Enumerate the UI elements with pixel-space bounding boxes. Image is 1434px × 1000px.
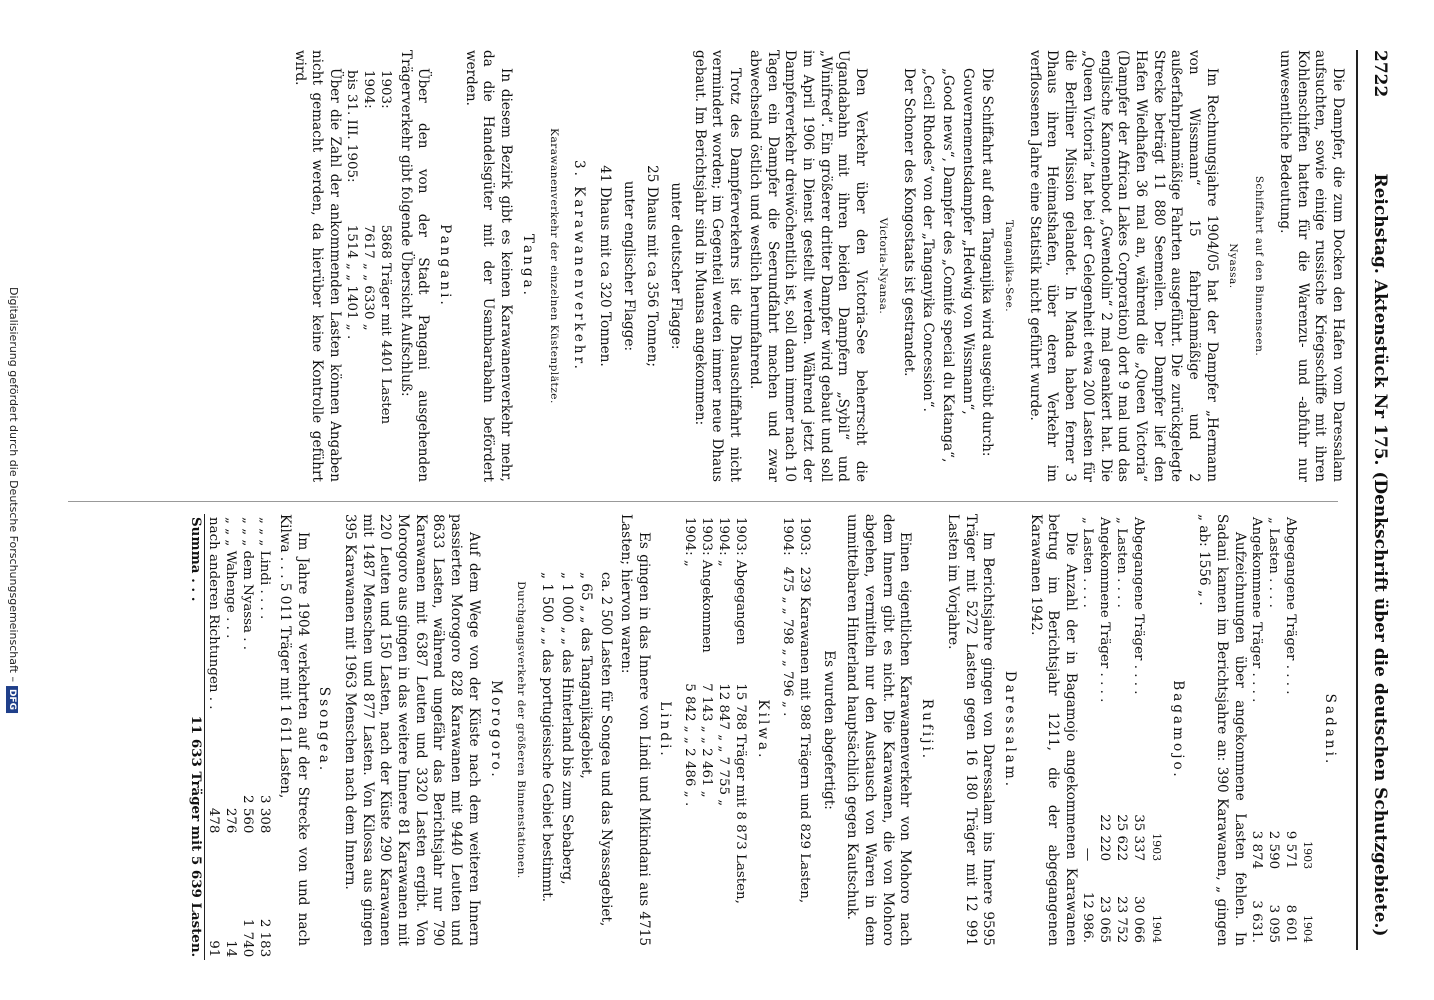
table-row: [1079, 514, 1096, 946]
digitization-note-text: Digitalisierung gefördert durch die Deutsche Forschungsgemeinschaft –: [7, 287, 20, 682]
year-header: 1904: [1149, 915, 1163, 943]
tanganjika-paragraph: Die Schiffahrt auf dem Tanganjika wird ausgeübt durch:: [979, 68, 996, 457]
table-cell: 276: [223, 807, 239, 834]
table-row: [239, 514, 256, 960]
table-cell: Abgegangene Träger . . . .: [1282, 517, 1298, 695]
victoria-paragraph: Den Verkehr über den Victoria-See beherrscht die Ugandabahn mit ihren beiden Dampfern „Sybil“ und „Winifred“. Ein größerer dritter Dampfer wird gebaut und soll im April 1906 in Dienst gestellt werden. Während jetzt der Dampferverkehr dreiwöchentlich ist, soll dann immer nach 10 Tagen ein Dampfer die Seerundfahrt machen und zwar abwechselnd östlich und westlich herumfahrend.: [746, 50, 870, 482]
dfg-logo: DFG: [6, 686, 18, 713]
table-cell: 1903: Angekommen: [699, 517, 715, 653]
table-cell: 1903:: [377, 70, 393, 109]
tanga-heading: Tanga.: [519, 234, 536, 298]
table-cell: 1 740: [240, 918, 256, 958]
german-flag-line: unter deutscher Flagge:: [668, 182, 685, 350]
bagamojo-heading: Bagamojo.: [1170, 680, 1187, 780]
table-cell: 1904:: [779, 517, 795, 556]
table-cell: 1903: Abgegangen: [733, 517, 749, 645]
table-cell: 35 337: [1131, 814, 1147, 862]
document-page: [44, 40, 1398, 960]
table-row: [222, 514, 239, 960]
daressalam-paragraph: Im Berichtsjahre gingen von Daressalam ins Innere 9595 Träger mit 5272 Lasten gegen 16 180 Träger mit 12 991 Lasten im Vorjahre.: [944, 514, 997, 946]
table-cell: „ Lasten . . . .: [1080, 517, 1096, 608]
table-row: [1113, 514, 1130, 946]
tanganjika-item: „Cecil Rhodes“ von der „Tanganyika Concession“.: [920, 68, 937, 412]
table-cell: 1514 „ „ 1401 „ .: [343, 224, 359, 340]
sum-label: Summa . . .: [187, 514, 205, 713]
tanga-paragraph: In diesem Bezirk gibt es keinen Karawanenverkehr mehr, da die Handelsgüter mit der Usambarabahn befördert werden.: [462, 50, 515, 482]
rufiji-heading: Rufiji.: [919, 698, 936, 762]
page-title: Reichstag. Aktenstück Nr 175. (Denkschrift über die deutschen Schutzgebiete.): [1370, 173, 1390, 937]
tanganjika-item: „Good news“, Dampfer des „Comité special du Katanga“,: [939, 68, 956, 463]
sadani-table: [1248, 514, 1317, 946]
table-cell: „ „ „ Lindi . . . .: [257, 517, 273, 620]
table-cell: 239 Karawanen mit 988 Trägern und 829 Lasten,: [796, 566, 812, 904]
table-cell: 2 183: [257, 918, 273, 958]
table-cell: 3 631.: [1248, 900, 1264, 943]
daressalam-heading: Daressalam.: [1001, 670, 1018, 790]
table-cell: 12 847 „ „ 7 755 „: [716, 683, 732, 807]
table-row: [715, 514, 732, 946]
table-cell: 1903:: [796, 517, 812, 556]
table-cell: 3 308: [257, 795, 273, 834]
table-cell: 1904: „: [716, 517, 732, 567]
right-column: [56, 514, 1346, 958]
table-cell: Angekommene Träger . . . .: [1248, 517, 1264, 703]
table-cell: 7 143 „ „ 2 461 „: [699, 683, 715, 798]
victoria-heading: Victoria-Nyansa.: [876, 217, 889, 315]
tanganjika-item: Gouvernementsdampfer „Hedwig von Wissmann“,: [959, 68, 976, 415]
morogoro-paragraph: Auf dem Wege von der Küste nach dem weiteren Innern passierten Morogoro 828 Karawanen mit 9440 Leuten und 8633 Lasten, während ungefähr das Berichtsjahr nur 790 Karawanen mit 6387 Leuten und 3320 Lasten ergibt. Von Morogoro aus gingen in das weitere Innere 81 Karawanen mit 220 Leuten und 150 Lasten, nach der Küste 290 Karawanen mit 1487 Menschen und 877 Lasten. Von Kilossa aus gingen 395 Karawanen mit 1963 Menschen nach dem Innern.: [341, 514, 482, 946]
rufiji-table: [779, 514, 813, 946]
table-header-row: [1147, 514, 1165, 946]
table-row: [1282, 514, 1299, 946]
table-cell: 91: [206, 940, 222, 958]
table-cell: „ „ „ dem Nyassa . .: [240, 517, 256, 651]
english-flag-value: 41 Dhaus mit ca 320 Tonnen.: [596, 165, 613, 367]
table-row: [377, 50, 394, 482]
table-cell: 7617 „ „ 6330 „: [360, 224, 376, 331]
kuestenplaetze-heading: Karawanenverkehr der einzelnen Küstenplätze.: [547, 128, 560, 404]
lindi-paragraph: Es gingen in das Innere von Lindi und Mikindani aus 4715 Lasten; hiervon waren:: [617, 514, 652, 946]
table-row: [681, 514, 698, 946]
lindi-item: „ 65 „ „ das Tanganjikagebiet,: [578, 572, 595, 779]
table-cell: 475 „ „ 798 „ „ 796 „ .: [779, 566, 795, 717]
table-row: [256, 514, 273, 960]
table-cell: 1904:: [360, 70, 376, 109]
year-header: 1903: [1149, 833, 1163, 862]
table-row: [1130, 514, 1147, 946]
table-cell: 22 220: [1097, 814, 1113, 862]
column-divider: [68, 501, 1338, 502]
kilwa-heading: Kilwa.: [754, 699, 771, 761]
tanganjika-heading: Tanganjika-See.: [1003, 219, 1016, 313]
lindi-item: „ 1 000 „ „ das Hinterland bis zum Sebaberg,: [558, 572, 575, 885]
table-row: [1265, 514, 1282, 946]
table-cell: 14: [223, 940, 239, 958]
table-row: [698, 514, 715, 946]
binnenstationen-heading: Durchgangsverkehr der größeren Binnenstationen.: [515, 581, 528, 879]
table-cell: —: [1080, 847, 1096, 862]
sum-row: [187, 514, 205, 960]
table-cell: Abgegangene Träger . . . .: [1131, 517, 1147, 695]
binnenseen-heading: Schiffahrt auf den Binnenseen.: [1253, 175, 1266, 357]
nyassa-heading: Nyassa.: [1227, 243, 1240, 289]
victoria-paragraph-2: Trotz des Dampferverkehrs ist die Dhauschiffahrt nicht vermindert worden; im Gegenteil werden immer neue Dhaus gebaut. Im Berichtsjahr sind in Muansa angekommen:: [691, 50, 744, 482]
table-cell: 8 601: [1282, 904, 1298, 943]
table-cell: 3 095: [1265, 904, 1281, 943]
sadani-paragraph: Aufzeichnungen über angekommene Lasten fehlen. In Sadani kamen im Berichtsjahre an: 390 Karawanen, „ gingen „ ab: 1556 „ .: [1196, 514, 1248, 946]
german-flag-value: 25 Dhaus mit ca 356 Tonnen;: [644, 165, 661, 367]
table-cell: 9 571: [1282, 830, 1298, 870]
rufiji-paragraph: Einen eigentlichen Karawanenverkehr von Mohoro nach dem Innern gibt es nicht. Die Karawanen, die von Mohoro abgehen, vermitteln nur den Austausch von Waren in dem unmittelbaren Hinterland hauptsächlich gegen Kautschuk.: [844, 514, 914, 946]
table-cell: 12 986.: [1080, 891, 1096, 943]
table-cell: 478: [206, 807, 222, 834]
table-cell: Angekommene Träger . . . .: [1097, 517, 1113, 703]
table-cell: „ Lasten . . . .: [1265, 517, 1281, 608]
ssongea-heading: Ssongea.: [316, 686, 333, 774]
table-row: [732, 514, 749, 946]
bagamojo-table: [1079, 514, 1165, 946]
table-row: [779, 514, 796, 946]
pangani-paragraph: Über den von der Stadt Pangani ausgehenden Trägerverkehr gibt folgende Übersicht Aufschluß:: [397, 50, 432, 482]
intro-paragraph: Die Dampfer, die zum Docken den Hafen vom Daressalam aufsuchten, sowie einige russische Kriegsschiffe mit ihren Kohlenschiffen hatten für die Warenzu- und -abfuhr nur unwesentliche Bedeutung.: [1276, 50, 1346, 482]
table-cell: „ Lasten . . . .: [1114, 517, 1130, 608]
rufiji-paragraph-2: Es wurden abgefertigt:: [820, 650, 837, 810]
table-header-row: [1299, 514, 1317, 946]
bagamojo-paragraph: Die Anzahl der in Bagamojo angekommenen Karawanen betrug im Berichtsjahr 1211, die der abgegangenen Karawanen 1942.: [1027, 514, 1080, 946]
table-cell: 15 788 Träger mit 8 873 Lasten,: [733, 683, 749, 904]
table-cell: 1904: „: [682, 517, 698, 567]
table-cell: 2 560: [240, 795, 256, 834]
table-row: [360, 50, 377, 482]
morogoro-heading: Morogoro.: [487, 680, 504, 780]
table-cell: 5868 Träger mit 4401 Lasten: [377, 224, 393, 425]
sum-value: 11 633 Träger mit 5 639 Lasten.: [187, 713, 205, 961]
table-cell: 23 752: [1114, 896, 1130, 943]
pangani-note: Über die Zahl der ankommenden Lasten können Angaben nicht gemacht werden, da hierüber keine Kontrolle geführt wird.: [291, 50, 343, 482]
page-header: [1356, 50, 1398, 950]
lindi-item: ca. 2 500 Lasten für Songea und das Nyassagebiet,: [598, 572, 615, 927]
sadani-heading: Sadani.: [1322, 693, 1338, 767]
table-cell: 30 066: [1131, 896, 1147, 943]
year-header: 1904: [1301, 915, 1315, 943]
pangani-heading: Pangani.: [437, 224, 454, 308]
pangani-table: [343, 50, 394, 482]
table-row: [343, 50, 360, 482]
lindi-heading: Lindi.: [657, 701, 674, 759]
page-number: 2722: [1370, 50, 1390, 98]
table-cell: 23 065: [1097, 896, 1113, 943]
table-cell: nach anderen Richtungen . .: [206, 517, 222, 710]
table-cell: 5 842 „ „ 2 486 „ .: [682, 683, 698, 807]
table-row: [1248, 514, 1265, 946]
ssongea-paragraph: Im Jahre 1904 verkehrten auf der Strecke von und nach Kilwa . . . 5 011 Träger mit 1 611 Lasten,: [276, 514, 311, 946]
table-cell: bis 31. III. 1905:: [343, 70, 359, 183]
ssongea-table: [187, 514, 273, 960]
digitization-note: [0, 0, 26, 1000]
table-row: [1096, 514, 1113, 946]
rotated-page-content: [44, 40, 1398, 960]
lindi-item: „ 1 500 „ „ das portugiesische Gebiet bestimmt.: [539, 572, 556, 903]
table-cell: 3 874: [1248, 830, 1264, 870]
english-flag-line: unter englischer Flagge:: [620, 180, 637, 352]
section-3-heading: 3. Karawanenverkehr.: [571, 159, 588, 373]
table-row: [796, 514, 813, 946]
left-column: [56, 50, 1346, 482]
kilwa-table: [681, 514, 749, 946]
nyassa-paragraph: Im Rechnungsjahre 1904/05 hat der Dampfer „Hermann von Wissmann“ 15 fahrplanmäßige und 2 außerfahrplanmäßige Fahrten ausgeführt. Die zurückgelegte Strecke beträgt 11 880 Seemeilen. Der Dampfer lief den Hafen Wiedhafen 36 mal an, während die „Queen Victoria“ (Dampfer der African Lakes Corporation) dort 9 mal und das englische Kanonenboot „Gwendolin“ 2 mal geankert hat. Die „Queen Victoria“ hat bei der Gelegenheit etwa 200 Lasten für die Berliner Mission gelandet. In Manda haben ferner 3 Dhaus ihren Heimatshafen, über deren Verkehr im verflossenen Jahre eine Statistik nicht geführt wurde.: [1026, 50, 1220, 482]
table-row: [205, 514, 223, 960]
table-cell: 2 590: [1265, 830, 1281, 870]
tanganjika-item: Der Schoner des Kongostaats ist gestrandet.: [900, 68, 917, 377]
table-cell: 25 622: [1114, 814, 1130, 862]
table-cell: „ „ „ Wahenge . . .: [223, 517, 239, 639]
year-header: 1903: [1301, 841, 1315, 870]
